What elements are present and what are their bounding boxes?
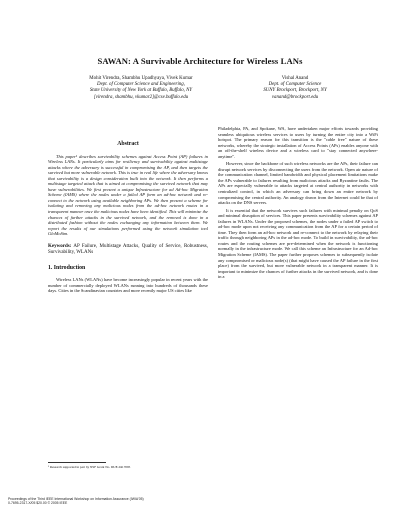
author-department: Dept. of Computer Science and Engineering,: [97, 82, 185, 88]
body-paragraph: It is essential that the network survives such failures with minimal penalty on QoS and minimal disruption of services. This paper presents survivability schemes against AP failures in WLANs. Under the proposed schemes, the nodes under a failed AP switch to ad-hoc mode upon not receiving any communication from the AP for a certain period of time. They then form an ad-hoc network and re-connect to the network by relaying their traffic through neighboring APs in the ad-hoc mode. To build in survivability, the ad-hoc routes and the routing schemes are pre-determined when the network is functioning normally in the infrastructure mode. We call this scheme an Infrastructure for an Ad-hoc Migration Scheme (IAMS). The paper further proposes schemes to subsequently isolate any compromised or malicious node(s) (that might have caused the AP failure in the first place) from the survived, but more vulnerable network in a transparent manner. It is important to minimize the chances of further attacks in the survived network, and is done in a: [218, 207, 378, 280]
proceedings-line: Proceedings of the Third IEEE International Workshop on Information Assurance (IWIA'05): [8, 497, 144, 501]
body-paragraph: Philadelphia, PA, and Spokane, WA, have undertaken major efforts towards providing seamless ubiquitous wireless services to users by turning the entire city into a WiFi hotspot. The primary reason for this transition is the "cable free" nature of these networks, whereby the strategic installation of Access Points (APs) enables anyone with an off-the-shelf wireless device and a wireless card to "stay connected anywhere-anytime".: [218, 126, 378, 159]
left-column: [48, 126, 208, 294]
body-paragraph: However, since the backbone of such wireless networks are the APs, their failure can disrupt network services by disconnecting the users from the network. Open air nature of the communication channel, limited bandwidth and physical placement limitations make the APs vulnerable to failures resulting from malicious attacks and Byzantine faults. The APs are especially vulnerable to attacks targeted at central authority in networks with centralized control, in which an adversary can bring down an entire network by compromising the central authority. An analogy drawn from the Internet could be that of attacks on the DNS servers.: [218, 161, 378, 206]
abstract-text: This paper¹ describes survivability schemes against Access Point (AP) failures in Wireless LANs. It particularly aims for resiliency and survivability against multistage attacks where the adversary is successful in compromising the AP, and then targets the survived but more vulnerable network. This is true in real life where the adversary knows that survivability is a design consideration built into the network. It then performs a multistage targeted attack that is aimed at compromising the survived network that may have vulnerabilities. We first present a unique Infrastructure for ad Ad-hoc Migration Scheme (IAMS) where the nodes under a failed AP form an ad-hoc network and re-connect to the network using available neighboring APs. We then present a scheme for isolating and removing any malicious nodes from the ad-hoc network routes in a transparent manner once the malicious nodes have been identified. This will minimize the chances of further attacks in the survived network, and the removal is done in a distributed fashion without the nodes exchanging any information between them. We report the results of our simulations performed using the network simulation tool GloMoSim.: [48, 153, 208, 237]
author-block-left: [48, 76, 234, 101]
intro-paragraph: Wireless LANs (WLANs) have become increasingly popular in recent years with the number of commercially deployed WLANs running into hundreds of thousands these days. Cities in the Scandinavian countries and more recently major US cities like: [48, 277, 208, 294]
author-names: Mohit Virendra, Shambhu Upadhyaya, Vivek Kumar: [89, 76, 193, 81]
author-emails: [virendra, shambhu, vkumar2]@cse.buffalo.edu: [93, 94, 189, 100]
proceedings-copyright: 0-7695-2317-X/05 $20.00 © 2005 IEEE: [8, 501, 68, 506]
right-column: [218, 126, 378, 280]
proceedings-footer: [8, 497, 308, 506]
author-names: Vishal Anand: [281, 76, 309, 81]
footnote: ¹ Research supported in part by NSF Grant No. DUE-0417095: [48, 465, 131, 469]
author-university: SUNY Brockport, Brockport, NY: [263, 88, 327, 94]
keywords-text: AP Failure, Multistage Attacks, Quality of Service, Robustness, Survivability, WLANs: [48, 243, 208, 255]
keywords: [48, 244, 208, 256]
intro-heading: 1. Introduction: [48, 264, 86, 271]
author-block-right: [230, 76, 360, 101]
author-university: State University of New York at Buffalo, Buffalo, NY: [89, 88, 193, 94]
paper-title: SAWAN: A Survivable Architecture for Wireless LANs: [97, 56, 303, 66]
author-emails: vanand@brockport.edu: [271, 94, 319, 100]
footnote-divider: [48, 462, 106, 463]
abstract-heading: Abstract: [117, 141, 139, 147]
author-department: Dept. of Computer Science: [268, 82, 322, 88]
keywords-label: Keywords:: [48, 243, 72, 249]
